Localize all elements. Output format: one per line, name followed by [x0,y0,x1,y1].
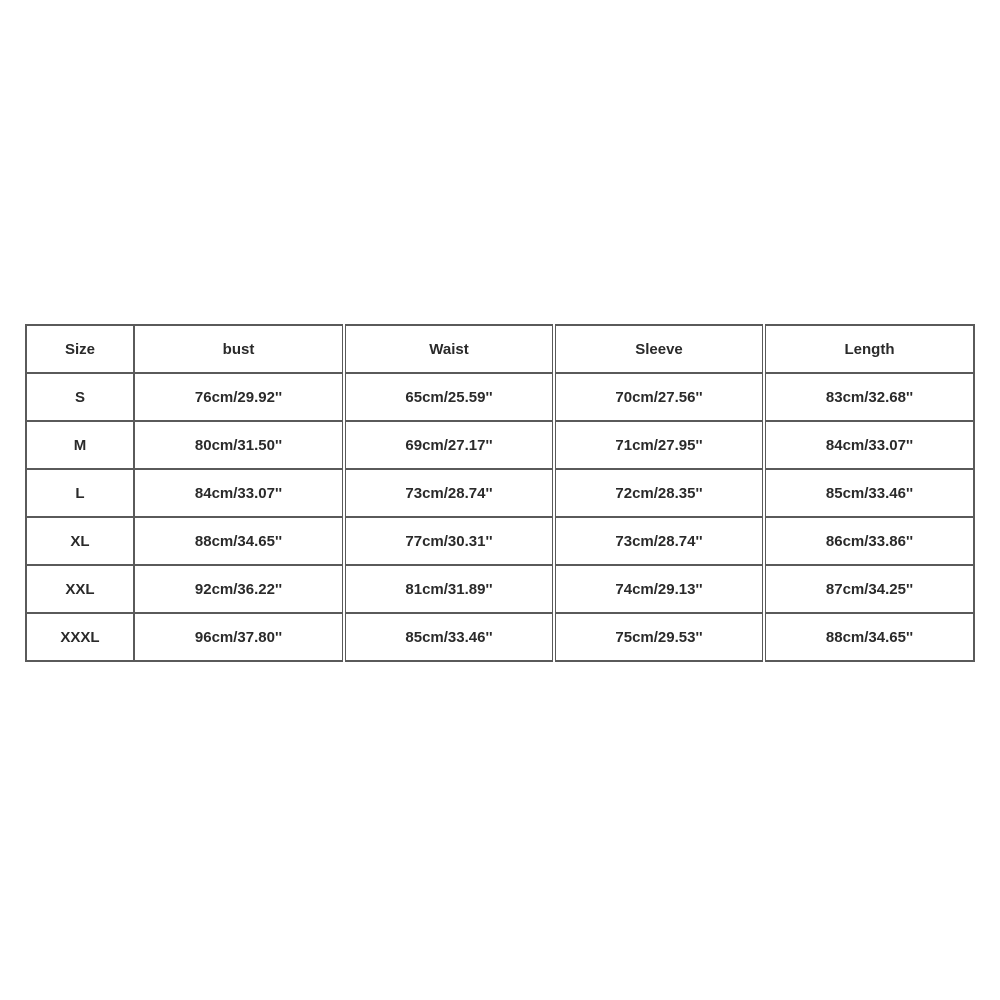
length-cell: 87cm/34.25'' [764,565,974,613]
column-header-size: Size [26,325,134,373]
bust-cell: 80cm/31.50'' [134,421,344,469]
bust-cell: 84cm/33.07'' [134,469,344,517]
waist-cell: 69cm/27.17'' [344,421,554,469]
length-cell: 83cm/32.68'' [764,373,974,421]
sleeve-cell: 71cm/27.95'' [554,421,764,469]
table-row [26,373,974,421]
column-header-sleeve: Sleeve [554,325,764,373]
length-cell: 86cm/33.86'' [764,517,974,565]
length-cell: 88cm/34.65'' [764,613,974,661]
length-cell: 84cm/33.07'' [764,421,974,469]
sleeve-cell: 75cm/29.53'' [554,613,764,661]
bust-cell: 92cm/36.22'' [134,565,344,613]
column-header-bust: bust [134,325,344,373]
table-row [26,565,974,613]
sleeve-cell: 72cm/28.35'' [554,469,764,517]
sleeve-cell: 73cm/28.74'' [554,517,764,565]
waist-cell: 77cm/30.31'' [344,517,554,565]
size-cell: XXL [26,565,134,613]
size-chart-table [25,324,975,662]
table-row [26,469,974,517]
table-row [26,517,974,565]
table-row [26,421,974,469]
bust-cell: 88cm/34.65'' [134,517,344,565]
waist-cell: 81cm/31.89'' [344,565,554,613]
table-header-row [26,325,974,373]
column-header-waist: Waist [344,325,554,373]
size-cell: S [26,373,134,421]
size-cell: M [26,421,134,469]
waist-cell: 65cm/25.59'' [344,373,554,421]
length-cell: 85cm/33.46'' [764,469,974,517]
size-cell: L [26,469,134,517]
sleeve-cell: 74cm/29.13'' [554,565,764,613]
size-cell: XL [26,517,134,565]
bust-cell: 76cm/29.92'' [134,373,344,421]
waist-cell: 85cm/33.46'' [344,613,554,661]
sleeve-cell: 70cm/27.56'' [554,373,764,421]
column-header-length: Length [764,325,974,373]
waist-cell: 73cm/28.74'' [344,469,554,517]
size-cell: XXXL [26,613,134,661]
table-row [26,613,974,661]
bust-cell: 96cm/37.80'' [134,613,344,661]
